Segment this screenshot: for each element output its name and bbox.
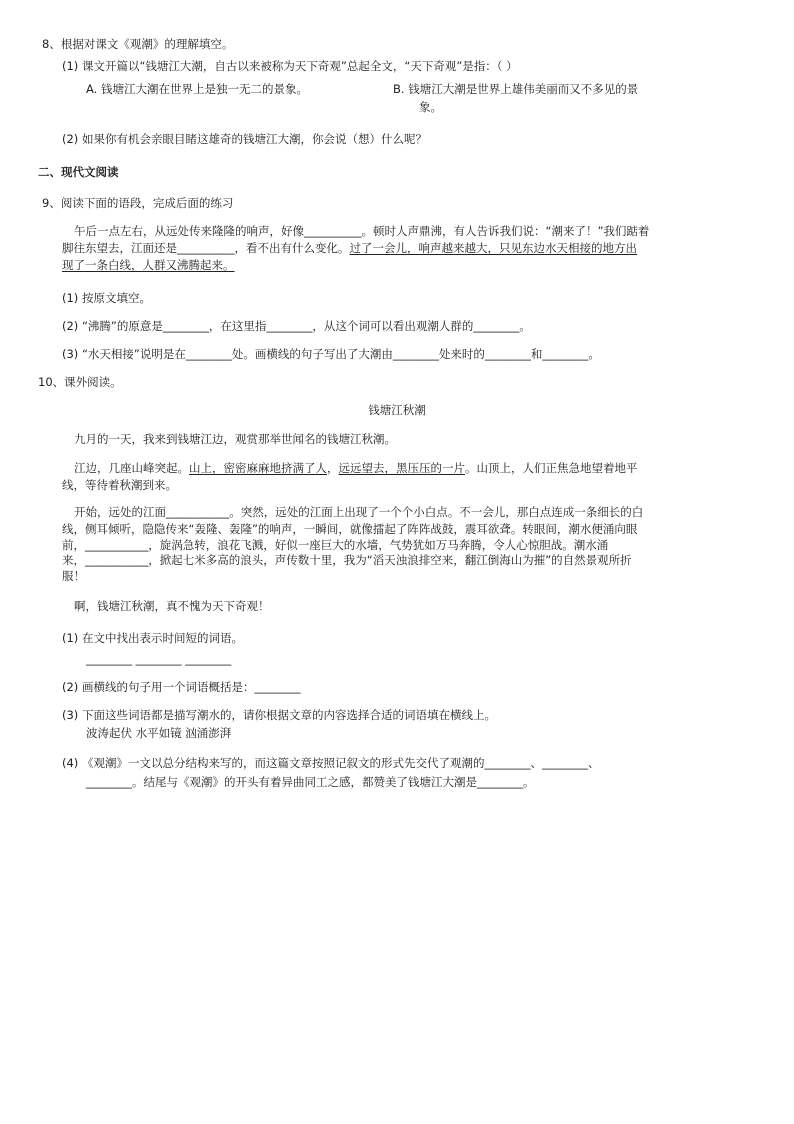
q10-para3-line5: 服！ <box>62 569 85 583</box>
q10-sub2: (2) 画横线的句子用一个词语概括是：________ <box>62 680 301 694</box>
q9-underlined-sentence: 过了一会儿，响声越来越大，只见东边水天相接的地方出 <box>349 241 637 255</box>
q9-passage-line1: 午后一点左右，从远处传来隆隆的响声，好像__________。顿时人声鼎沸，有人告诉我们说：“潮来了！”我们踮着 <box>74 224 650 238</box>
q9-sub2: (2) “沸腾”的原意是________，在这里指________，从这个词可以看出观潮人群的________。 <box>62 319 531 333</box>
q8-option-b-line1: B. 钱塘江大潮是世界上雄伟美丽而又不多见的景 <box>393 82 639 96</box>
q10-stem: 10、课外阅读。 <box>38 375 122 389</box>
q10-para2-line1: 江边，几座山峰突起。山上，密密麻麻地挤满了人，远远望去，黑压压的一片。山顶上，人们正焦急地望着地平 <box>74 461 638 475</box>
q8-part2: (2) 如果你有机会亲眼目睹这雄奇的钱塘江大潮，你会说（想）什么呢？ <box>62 132 427 146</box>
q9-passage-line3: 现了一条白线，人群又沸腾起来。 <box>62 258 235 272</box>
q9-stem: 9、阅读下面的语段，完成后面的练习 <box>42 196 234 210</box>
q8-stem: 8、根据对课文《观潮》的理解填空。 <box>42 37 234 51</box>
q10-sub4-line2: ________。结尾与《观潮》的开头有着异曲同工之感，都赞美了钱塘江大潮是________。 <box>86 775 535 789</box>
q10-para3-line4: 来，___________，掀起七米多高的浪头，声传数十里，我为“滔天浊浪排空来，翻江倒海山为摧”的自然景观所折 <box>62 553 632 567</box>
q10-para3-line1: 开始，远处的江面___________。突然，远处的江面上出现了一个个小白点。不一会儿，那白点连成一条细长的白 <box>74 505 644 519</box>
q10-para3-line2: 线，侧耳倾听，隐隐传来“轰隆、轰隆”的响声，一瞬间，就像擂起了阵阵战鼓，震耳欲聋。转眼间，潮水便涌向眼 <box>62 522 638 536</box>
q10-sub1: (1) 在文中找出表示时间短的词语。 <box>62 631 243 645</box>
q8-option-b-line2: 象。 <box>419 100 442 114</box>
q10-sub1-blanks: ________ ________ ________ <box>86 652 232 666</box>
q9-sub3: (3) “水天相接”说明是在________处。画横线的句子写出了大潮由________处来时的________和________。 <box>62 347 600 361</box>
q9-passage-line2: 脚往东望去，江面还是__________，看不出有什么变化。过了一会儿，响声越来越大，只见东边水天相接的地方出 <box>62 241 637 255</box>
q10-para3-line3: 前，___________，旋涡急转，浪花飞溅，好似一座巨大的水墙，气势犹如万马奔腾，令人心惊胆战。潮水涌 <box>62 538 609 552</box>
q10-sub3-word-choices: 波涛起伏 水平如镜 汹涌澎湃 <box>86 726 232 740</box>
q9-sub1: (1) 按原文填空。 <box>62 291 151 305</box>
section-heading-modern-reading: 二、现代文阅读 <box>38 165 119 179</box>
q10-sub3: (3) 下面这些词语都是描写潮水的，请你根据文章的内容选择合适的词语填在横线上。 <box>62 708 496 722</box>
q10-sub4-line1: (4) 《观潮》一文以总分结构来写的，而这篇文章按照记叙文的形式先交代了观潮的________、________、 <box>62 756 600 770</box>
q10-para1: 九月的一天，我来到钱塘江边，观赏那举世闻名的钱塘江秋潮。 <box>74 432 396 446</box>
q10-underlined-2: 远远望去，黑压压的一片 <box>338 461 465 475</box>
q10-para4: 啊，钱塘江秋潮，真不愧为天下奇观！ <box>74 599 270 613</box>
q8-part1: (1) 课文开篇以“钱塘江大潮，自古以来被称为天下奇观”总起全文，“天下奇观”是指：（ ） <box>62 59 518 73</box>
q10-para2-line2: 线，等待着秋潮到来。 <box>62 478 177 492</box>
q10-passage-title: 钱塘江秋潮 <box>368 403 426 417</box>
q8-option-a: A. 钱塘江大潮在世界上是独一无二的景象。 <box>86 82 308 96</box>
q10-underlined-1: 山上，密密麻麻地挤满了人 <box>189 461 327 475</box>
